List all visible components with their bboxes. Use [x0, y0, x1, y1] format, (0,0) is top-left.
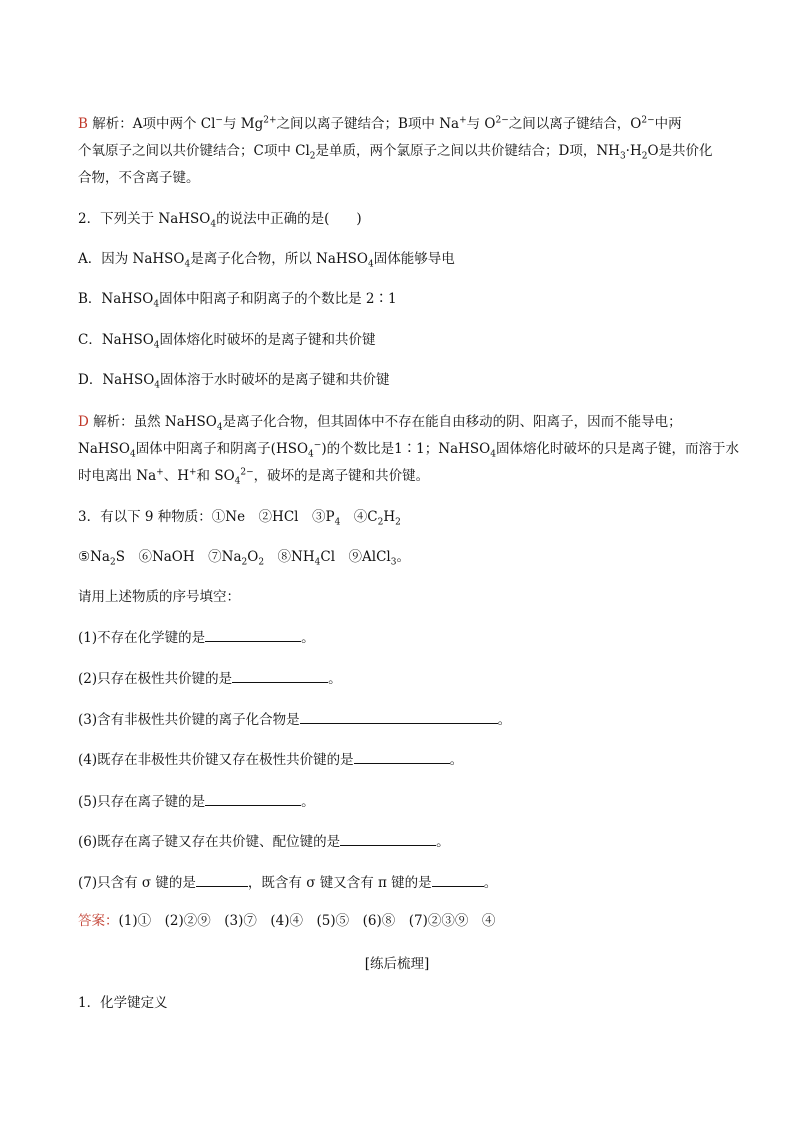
- q3-stem: [78, 508, 724, 526]
- text: 固体能够导电: [373, 251, 455, 267]
- text: 固体熔化时破坏的是离子键和共价键: [159, 332, 376, 348]
- q1-explanation-line-3: 合物，不含离子键。: [78, 170, 200, 186]
- text: 、H: [163, 468, 189, 484]
- q3-item-1: [78, 628, 724, 647]
- text: O是共价化: [647, 143, 713, 159]
- answer-label: 答案：: [78, 913, 119, 929]
- answer-blank[interactable]: [196, 873, 248, 887]
- text: (2)只存在极性共价键的是: [78, 671, 233, 687]
- answer-blank[interactable]: [340, 832, 436, 846]
- q2-option-b: [78, 290, 724, 308]
- text: 。: [483, 875, 498, 891]
- text: 2．下列关于 NaHSO: [78, 211, 211, 227]
- answer-blank[interactable]: [205, 792, 301, 806]
- answer-blank[interactable]: [205, 628, 301, 642]
- text: (3)含有非极性共价键的离子化合物是: [78, 712, 300, 728]
- text: H: [383, 509, 396, 525]
- text: (5)只存在离子键的是: [78, 794, 206, 810]
- text: 和 SO: [196, 468, 235, 484]
- sub: 2: [258, 557, 265, 568]
- q2-explanation-line-1: [78, 413, 724, 431]
- text: ⑤Na: [78, 549, 110, 565]
- answer-text: (1)① (2)②⑨ (3)⑦ (4)④ (5)⑤ (6)⑧ (7)②③⑨ ④: [118, 913, 496, 929]
- sub: 2: [109, 557, 116, 568]
- sup: 2−: [240, 467, 254, 478]
- text: 。: [497, 712, 512, 728]
- sub: 4: [129, 449, 136, 460]
- q3-instruction: 请用上述物质的序号填空：: [78, 589, 240, 605]
- sub: 4: [490, 449, 496, 460]
- text: 是离子化合物，所以 NaHSO: [190, 251, 368, 267]
- text: O: [247, 549, 259, 565]
- text: 之间以离子键结合，O: [508, 116, 642, 132]
- sub: 2: [377, 517, 384, 528]
- text: (7)只含有 σ 键的是: [78, 875, 196, 891]
- q3-item-7: [78, 873, 724, 892]
- text: 解析：A项中两个 Cl: [92, 116, 216, 132]
- text: 。: [396, 549, 410, 565]
- text: )的个数比是1∶1；NaHSO: [321, 441, 491, 457]
- sup: 2−: [641, 115, 655, 126]
- sup: −: [313, 440, 322, 451]
- text: 是单质，两个氯原子之间以共价键结合；D项，NH: [315, 143, 620, 159]
- text: 。: [301, 794, 315, 810]
- text: ，破坏的是离子键和共价键。: [253, 468, 430, 484]
- answer-blank[interactable]: [232, 669, 328, 683]
- q2-option-c: [78, 331, 724, 349]
- sub: 2: [641, 151, 648, 162]
- text: 是离子化合物，但其固体中不存在能自由移动的阴、阳离子，因而不能导电；: [222, 414, 682, 430]
- q2-option-a: [78, 250, 724, 268]
- section-title: [练后梳理]: [364, 956, 430, 972]
- q3-item-5: [78, 792, 724, 811]
- text: D．NaHSO: [78, 372, 155, 388]
- text: 时电离出 Na: [78, 468, 157, 484]
- sup: 2−: [495, 115, 509, 126]
- q2-option-d: [78, 371, 724, 389]
- text: Cl ⑨AlCl: [320, 549, 391, 565]
- text: 固体溶于水时破坏的是离子键和共价键: [160, 372, 390, 388]
- answer-line: [78, 912, 724, 930]
- q2-answer-letter: D: [78, 414, 89, 430]
- sub: 4: [308, 449, 314, 460]
- text: (1)不存在化学键的是: [78, 630, 206, 646]
- text: 解析：虽然 NaHSO: [93, 414, 217, 430]
- q2-explanation-line-3: [78, 467, 724, 485]
- answer-blank[interactable]: [300, 710, 498, 724]
- q3-substances-row-2: [78, 548, 724, 566]
- sub: 2: [395, 517, 401, 528]
- q1-answer-letter: B: [78, 116, 88, 132]
- text: 。: [301, 630, 315, 646]
- text: ，既含有 σ 键又含有 π 键的是: [247, 875, 432, 891]
- q3-item-3: [78, 710, 724, 729]
- text: 之间以离子键结合；B项中 Na: [276, 116, 460, 132]
- sub: 4: [234, 476, 241, 487]
- q3-item-2: [78, 669, 724, 688]
- sub: 3: [390, 557, 397, 568]
- text: 。: [436, 834, 450, 850]
- text: S ⑥NaOH ⑦Na: [115, 549, 242, 565]
- sup: −: [215, 115, 223, 126]
- answer-blank[interactable]: [432, 873, 484, 887]
- sub: 4: [334, 517, 341, 528]
- text: NaHSO: [78, 441, 130, 457]
- q3-item-4: [78, 750, 724, 769]
- sup: +: [188, 467, 197, 478]
- q1-explanation-line-2: [78, 142, 724, 160]
- text: ⑧NH: [264, 549, 315, 565]
- text: 的说法中正确的是( ): [216, 211, 362, 227]
- sub: 4: [153, 340, 160, 351]
- sub: 4: [367, 259, 374, 270]
- sup: +: [156, 467, 164, 478]
- sub: 2: [309, 151, 316, 162]
- answer-blank[interactable]: [354, 750, 450, 764]
- section-item-1: 1．化学键定义: [78, 995, 168, 1011]
- text: 个氧原子之间以共价键结合；C项中 Cl: [78, 143, 310, 159]
- text: 。: [328, 671, 342, 687]
- text: 固体熔化时破坏的只是离子键，而溶于水: [495, 441, 739, 457]
- q1-explanation-line-1: [78, 115, 724, 133]
- text: 与 Mg: [222, 116, 264, 132]
- sup: 2+: [263, 115, 277, 126]
- text: B．NaHSO: [78, 291, 154, 307]
- text: 中两: [654, 116, 682, 132]
- sup: +: [459, 115, 467, 126]
- sub: 4: [184, 259, 191, 270]
- q2-stem: [78, 210, 724, 228]
- q3-item-6: [78, 832, 724, 851]
- text: (6)既存在离子键又存在共价键、配位键的是: [78, 834, 341, 850]
- sub: 4: [314, 557, 321, 568]
- text: A．因为 NaHSO: [78, 251, 185, 267]
- sub: 4: [154, 380, 161, 391]
- sub: 4: [216, 422, 223, 433]
- text: ·H: [625, 143, 642, 159]
- text: 固体中阳离子和阴离子的个数比是 2∶1: [159, 291, 397, 307]
- text: 。: [449, 752, 464, 768]
- sub: 4: [210, 219, 217, 230]
- text: 3．有以下 9 种物质：①Ne ②HCl ③P: [78, 509, 335, 525]
- text: C．NaHSO: [78, 332, 154, 348]
- sub: 4: [153, 299, 160, 310]
- sub: 2: [241, 557, 248, 568]
- text: ④C: [340, 509, 378, 525]
- q2-explanation-line-2: [78, 440, 739, 460]
- text: 与 O: [466, 116, 496, 132]
- text: (4)既存在非极性共价键又存在极性共价键的是: [78, 752, 354, 768]
- text: 固体中阳离子和阴离子(HSO: [135, 441, 309, 457]
- sub: 3: [619, 151, 626, 162]
